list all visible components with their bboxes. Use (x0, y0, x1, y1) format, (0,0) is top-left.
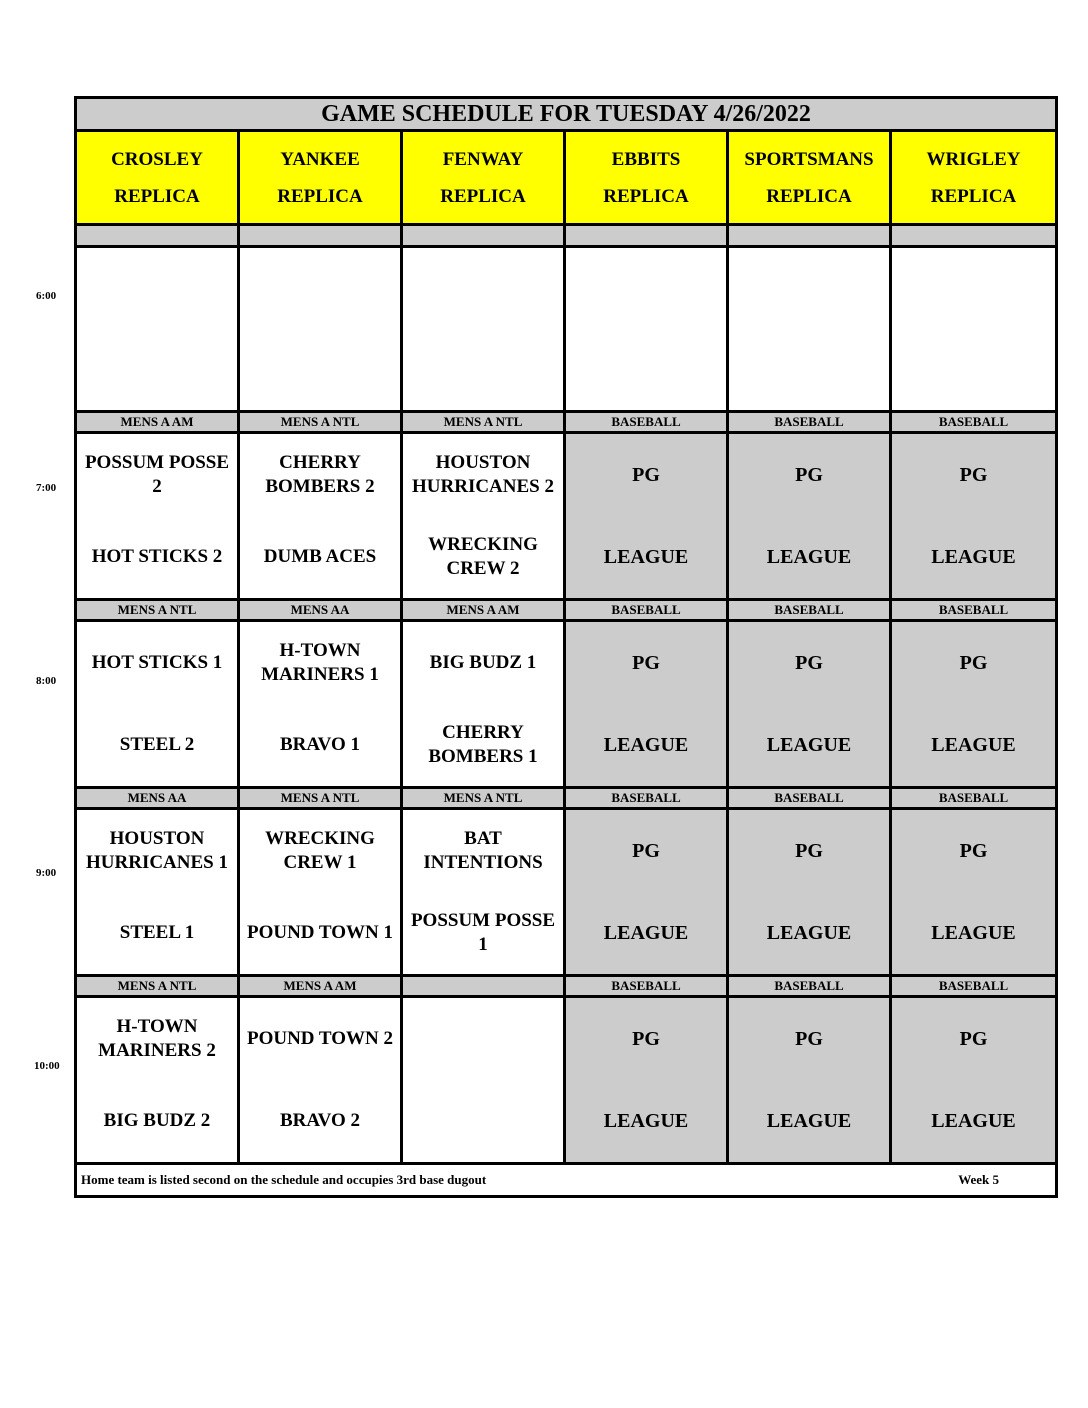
field-name: SPORTSMANS (744, 148, 874, 170)
away-team: PG (959, 1028, 988, 1050)
division-label: MENS A AM (402, 600, 565, 621)
home-team: STEEL 1 (119, 922, 195, 943)
game-cell (402, 621, 565, 788)
division-label: MENS A NTL (402, 412, 565, 433)
away-team: BAT INTENTIONS (423, 828, 543, 873)
home-team: STEEL 2 (119, 734, 195, 755)
game-cell (565, 621, 728, 788)
home-team: DUMB ACES (263, 546, 377, 567)
spacer-cell (239, 225, 402, 247)
field-subtitle: REPLICA (766, 185, 852, 207)
game-cell (239, 621, 402, 788)
game-cell (239, 433, 402, 600)
away-team: PG (795, 464, 823, 486)
home-team: LEAGUE (931, 546, 1016, 568)
time-label: 10:00 (34, 1060, 60, 1072)
game-cell (728, 809, 891, 976)
empty-slot-cell (76, 247, 239, 412)
field-header (76, 131, 239, 225)
empty-slot-cell (239, 247, 402, 412)
footer-cell (76, 1164, 1057, 1197)
game-cell (891, 621, 1057, 788)
division-label (402, 976, 565, 997)
spacer-cell (565, 225, 728, 247)
away-team (403, 998, 563, 1080)
title-row (76, 98, 1057, 131)
home-team: LEAGUE (603, 546, 689, 568)
game-cell (402, 997, 565, 1164)
game-row (76, 809, 1057, 976)
field-header (239, 131, 402, 225)
home-team: LEAGUE (931, 1110, 1016, 1132)
division-row (76, 412, 1057, 433)
spacer-cell (728, 225, 891, 247)
field-name: FENWAY (442, 148, 524, 170)
away-team: PG (632, 464, 660, 486)
away-team: PG (795, 652, 823, 674)
away-team: POSSUM POSSE 2 (84, 452, 230, 497)
schedule-title: GAME SCHEDULE FOR TUESDAY 4/26/2022 (76, 98, 1057, 131)
division-label: BASEBALL (565, 600, 728, 621)
home-team: WRECKING CREW 2 (428, 534, 538, 579)
home-team: POUND TOWN 1 (246, 922, 394, 943)
home-team: BRAVO 2 (279, 1110, 361, 1131)
week-label: Week 5 (958, 1172, 1000, 1187)
division-label: MENS AA (76, 788, 239, 809)
home-team: BIG BUDZ 2 (103, 1110, 211, 1131)
empty-slot-cell (565, 247, 728, 412)
home-team: LEAGUE (931, 922, 1016, 944)
schedule-table (74, 96, 1058, 1198)
spacer-cell (891, 225, 1057, 247)
game-cell (565, 433, 728, 600)
field-name: EBBITS (611, 148, 681, 170)
away-team: POUND TOWN 2 (246, 1028, 394, 1049)
game-cell (728, 621, 891, 788)
home-team: LEAGUE (766, 734, 852, 756)
away-team: PG (959, 464, 988, 486)
division-label: MENS A NTL (76, 600, 239, 621)
game-cell (728, 997, 891, 1164)
division-label: MENS AA (239, 600, 402, 621)
away-team: PG (632, 1028, 660, 1050)
division-label: BASEBALL (565, 412, 728, 433)
away-team: H-TOWN MARINERS 1 (261, 640, 379, 685)
field-subtitle: REPLICA (440, 185, 526, 207)
game-cell (891, 997, 1057, 1164)
time-label: 6:00 (36, 290, 57, 302)
field-header (891, 131, 1057, 225)
division-label: BASEBALL (891, 412, 1057, 433)
game-cell (891, 433, 1057, 600)
home-team: LEAGUE (603, 1110, 689, 1132)
game-row (76, 997, 1057, 1164)
time-label: 7:00 (36, 482, 57, 494)
footer-row (76, 1164, 1057, 1197)
division-label: BASEBALL (565, 788, 728, 809)
division-label: MENS A AM (239, 976, 402, 997)
home-team: LEAGUE (931, 734, 1016, 756)
home-team: LEAGUE (603, 734, 689, 756)
empty-slot-cell (402, 247, 565, 412)
empty-slot-cell (728, 247, 891, 412)
division-label: MENS A NTL (76, 976, 239, 997)
time-label: 9:00 (36, 867, 57, 879)
field-header (402, 131, 565, 225)
away-team: BIG BUDZ 1 (429, 652, 537, 673)
division-row (76, 788, 1057, 809)
division-label: MENS A NTL (239, 412, 402, 433)
field-name: CROSLEY (111, 148, 203, 170)
time-label: 8:00 (36, 675, 57, 687)
away-team: H-TOWN MARINERS 2 (98, 1016, 216, 1061)
game-cell (728, 433, 891, 600)
home-team: LEAGUE (766, 546, 852, 568)
field-subtitle: REPLICA (603, 185, 689, 207)
home-team: LEAGUE (766, 922, 852, 944)
division-row (76, 976, 1057, 997)
field-subtitle: REPLICA (930, 185, 1017, 207)
field-name: YANKEE (280, 148, 360, 170)
field-subtitle: REPLICA (114, 185, 200, 207)
division-label: BASEBALL (728, 412, 891, 433)
division-label: BASEBALL (891, 600, 1057, 621)
division-label: MENS A NTL (402, 788, 565, 809)
field-subtitle: REPLICA (277, 185, 363, 207)
away-team: PG (959, 840, 988, 862)
home-team: HOT STICKS 2 (91, 546, 223, 567)
away-team: PG (959, 652, 988, 674)
away-team: HOUSTON HURRICANES 1 (86, 828, 228, 873)
division-row (76, 600, 1057, 621)
field-name: WRIGLEY (926, 148, 1021, 170)
away-team: PG (795, 1028, 823, 1050)
spacer-cell (76, 225, 239, 247)
division-label: BASEBALL (728, 600, 891, 621)
away-team: PG (632, 652, 660, 674)
division-label: BASEBALL (728, 976, 891, 997)
game-cell (565, 809, 728, 976)
game-cell (239, 809, 402, 976)
division-label: BASEBALL (565, 976, 728, 997)
field-header-row (76, 131, 1057, 225)
away-team: WRECKING CREW 1 (265, 828, 375, 873)
home-team: LEAGUE (766, 1110, 852, 1132)
division-label: BASEBALL (891, 976, 1057, 997)
home-team: POSSUM POSSE 1 (410, 910, 556, 955)
away-team: PG (795, 840, 823, 862)
home-team: BRAVO 1 (279, 734, 361, 755)
home-team: LEAGUE (603, 922, 689, 944)
game-cell (891, 809, 1057, 976)
home-team (403, 1080, 563, 1162)
game-cell (402, 809, 565, 976)
division-label: BASEBALL (728, 788, 891, 809)
away-team: HOUSTON HURRICANES 2 (412, 452, 554, 497)
spacer-row (76, 225, 1057, 247)
game-cell (239, 997, 402, 1164)
game-cell (76, 433, 239, 600)
division-label: BASEBALL (891, 788, 1057, 809)
game-cell (565, 997, 728, 1164)
field-header (728, 131, 891, 225)
empty-slot-cell (891, 247, 1057, 412)
field-header (565, 131, 728, 225)
game-cell (402, 433, 565, 600)
away-team: CHERRY BOMBERS 2 (265, 452, 375, 497)
game-cell (76, 809, 239, 976)
empty-slot-row (76, 247, 1057, 412)
home-team: CHERRY BOMBERS 1 (428, 722, 538, 767)
game-row (76, 433, 1057, 600)
home-team-note: Home team is listed second on the schedule and occupies 3rd base dugout (81, 1172, 487, 1187)
division-label: MENS A AM (76, 412, 239, 433)
away-team: PG (632, 840, 660, 862)
away-team: HOT STICKS 1 (91, 652, 223, 673)
spacer-cell (402, 225, 565, 247)
game-row (76, 621, 1057, 788)
game-cell (76, 621, 239, 788)
division-label: MENS A NTL (239, 788, 402, 809)
game-cell (76, 997, 239, 1164)
